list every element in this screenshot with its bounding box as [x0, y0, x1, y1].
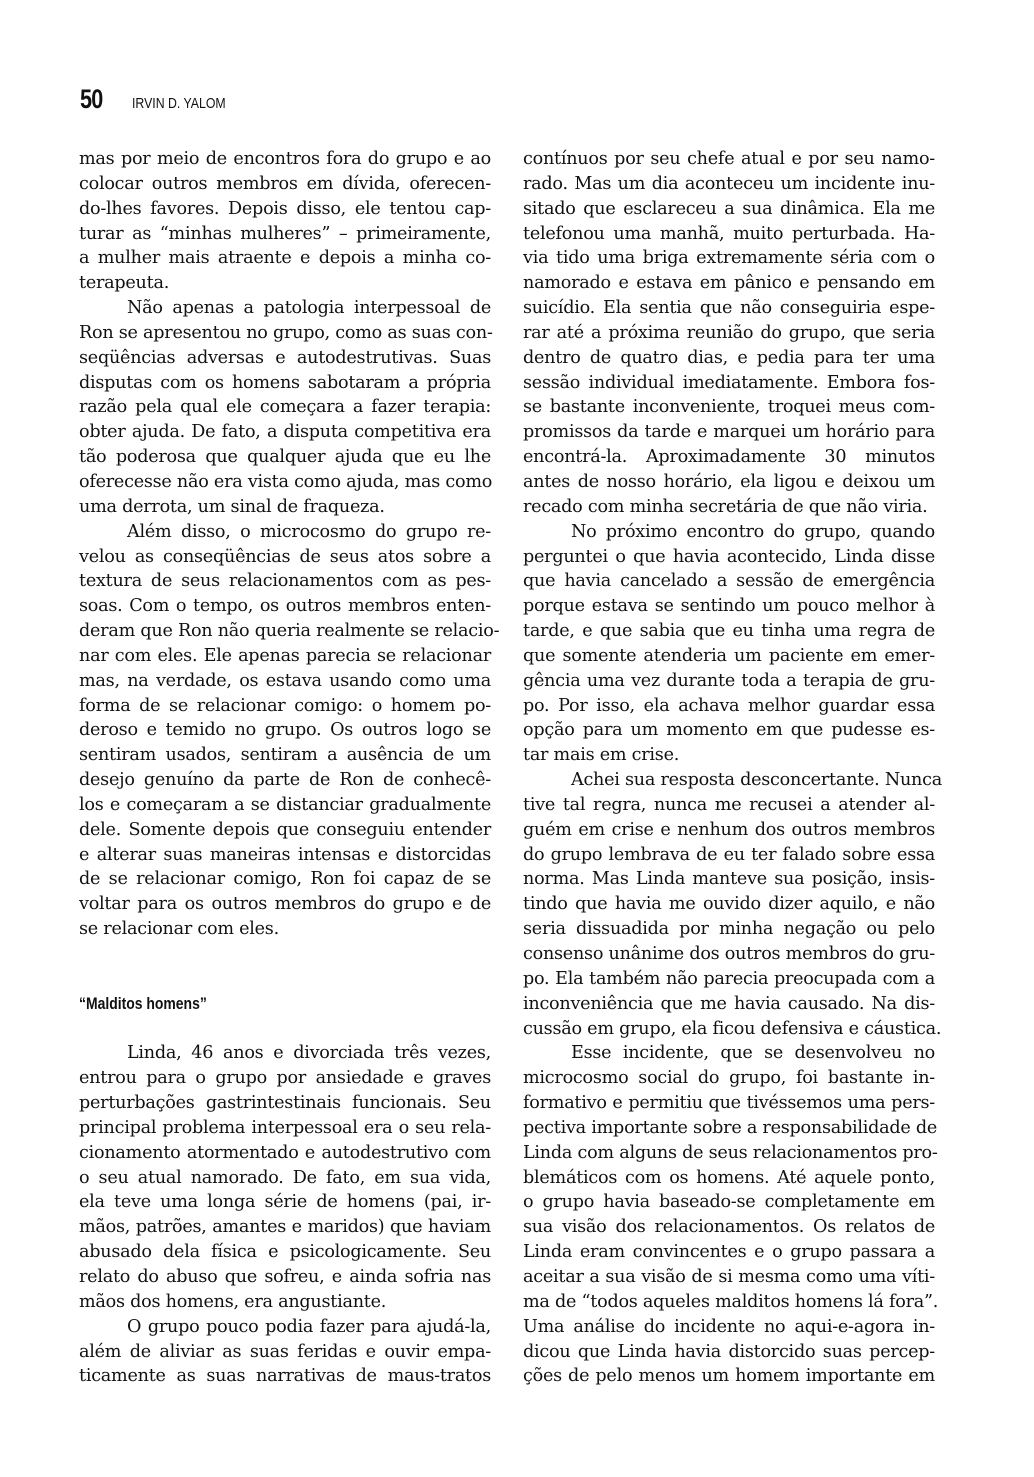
text-line: microcosmo social do grupo, foi bastante in-: [523, 1068, 935, 1089]
text-line: guém em crise e nenhum dos outros membros: [523, 819, 935, 840]
text-line: No próximo encontro do grupo, quando: [571, 521, 935, 542]
text-line: do grupo lembrava de eu ter falado sobre essa: [523, 844, 935, 865]
text-line: turar as “minhas mulheres” – primeiramente,: [79, 223, 491, 244]
text-line: perturbações gastrintestinais funcionais. Seu: [79, 1093, 491, 1114]
text-line: mãos, patrões, amantes e maridos) que haviam: [79, 1217, 491, 1238]
text-line: rado. Mas um dia aconteceu um incidente inu-: [523, 173, 935, 194]
text-line: rar até a próxima reunião do grupo, que seria: [523, 322, 935, 343]
text-line: Linda, 46 anos e divorciada três vezes,: [127, 1043, 491, 1064]
text-line: recado com minha secretária de que não viria.: [523, 496, 928, 517]
text-line: Uma análise do incidente no aqui-e-agora in-: [523, 1316, 935, 1337]
text-line: ma de “todos aqueles malditos homens lá fora”.: [523, 1291, 939, 1312]
running-head-author: IRVIN D. YALOM: [132, 95, 226, 112]
text-line: via tido uma briga extremamente séria com o: [523, 248, 935, 269]
text-line: cussão em grupo, ela ficou defensiva e cáustica.: [523, 1018, 942, 1039]
text-line: formativo e permitiu que tivéssemos uma pers-: [523, 1093, 935, 1114]
text-line: desejo genuíno da parte de Ron de conhecê-: [79, 770, 491, 791]
text-line: forma de se relacionar comigo: o homem po-: [79, 695, 491, 716]
left-column: [79, 147, 500, 1389]
text-line: contínuos por seu chefe atual e por seu namo-: [523, 149, 935, 169]
text-line: se bastante inconveniente, troquei meus com-: [523, 397, 935, 418]
text-line: principal problema interpessoal era o seu rela-: [79, 1117, 491, 1138]
text-line: suicídio. Ela sentia que não conseguiria espe-: [523, 298, 935, 319]
text-line: ela teve uma longa série de homens (pai, ir-: [79, 1192, 491, 1213]
text-line: do-lhes favores. Depois disso, ele tentou cap-: [79, 198, 491, 219]
text-line: velou as conseqüências de seus atos sobre a: [79, 546, 491, 567]
text-line: voltar para os outros membros do grupo e de: [79, 894, 491, 915]
text-line: porque estava se sentindo um pouco melhor à: [523, 596, 935, 617]
text-line: ções de pelo menos um homem importante em: [523, 1366, 935, 1387]
text-line: Ron se apresentou no grupo, como as suas con-: [79, 322, 493, 343]
text-line: los e começaram a se distanciar gradualmente: [79, 794, 491, 815]
page-number: 50: [80, 84, 103, 114]
text-line: po. Ela também não parecia preocupada com a: [523, 968, 935, 989]
text-line: seria dissuadida por minha negação ou pelo: [523, 919, 935, 940]
text-line: nar com eles. Ele apenas parecia se relacionar: [79, 645, 491, 666]
text-line: O grupo pouco podia fazer para ajudá-la,: [127, 1316, 491, 1337]
paragraph: [79, 147, 491, 296]
text-line: de se relacionar comigo, Ron foi capaz de se: [79, 869, 491, 890]
text-line: Linda com alguns de seus relacionamentos pro-: [523, 1142, 938, 1163]
text-line: blemáticos com os homens. Até aquele ponto,: [523, 1167, 935, 1188]
right-column: [523, 147, 942, 1389]
text-line: tindo que havia me ouvido dizer aquilo, e não: [523, 894, 935, 915]
text-line: sitado que esclareceu a sua dinâmica. Ela me: [523, 198, 935, 219]
text-line: consenso unânime dos outros membros do gru-: [523, 944, 935, 964]
text-line: oferecesse não era vista como ajuda, mas como: [79, 471, 493, 492]
paragraph: [523, 768, 942, 1041]
text-line: que havia cancelado a sessão de emergência: [523, 571, 935, 592]
text-line: telefonou uma manhã, muito perturbada. Ha-: [523, 223, 935, 244]
text-line: seqüências adversas e autodestrutivas. Suas: [79, 347, 491, 368]
text-line: Achei sua resposta desconcertante. Nunca: [571, 770, 942, 791]
text-line: textura de seus relacionamentos com as pes-: [79, 571, 491, 592]
text-line: pectiva importante sobre a responsabilidade de: [523, 1117, 938, 1138]
text-line: inconveniência que me havia causado. Na dis-: [523, 993, 935, 1014]
text-line: Linda eram convincentes e o grupo passara a: [523, 1242, 935, 1263]
text-line: namorado e estava em pânico e pensando em: [523, 273, 935, 294]
paragraph: [79, 1315, 491, 1390]
text-line: que somente atenderia um paciente em emer-: [523, 645, 935, 666]
text-line: dentro de quatro dias, e pedia para ter uma: [523, 347, 935, 368]
text-line: perguntei o que havia acontecido, Linda disse: [523, 546, 935, 567]
text-line: soas. Com o tempo, os outros membros enten-: [79, 596, 491, 617]
text-line: se relacionar com eles.: [79, 919, 279, 940]
text-line: obter ajuda. De fato, a disputa competitiva era: [79, 422, 491, 443]
text-line: uma derrota, um sinal de fraqueza.: [79, 496, 385, 517]
text-line: deram que Ron não queria realmente se relacio-: [79, 621, 500, 642]
paragraph: [523, 520, 935, 768]
text-line: promissos da tarde e marquei um horário para: [523, 422, 935, 443]
text-line: ticamente as suas narrativas de maus-tratos: [79, 1366, 491, 1387]
text-line: mãos dos homens, era angustiante.: [79, 1291, 387, 1312]
text-line: além de aliviar as suas feridas e ouvir empa-: [79, 1341, 491, 1362]
text-line: relato do abuso que sofreu, e ainda sofria nas: [79, 1266, 491, 1287]
text-line: dele. Somente depois que conseguiu entender: [79, 819, 491, 840]
text-line: sentiram usados, sentiram a ausência de um: [79, 745, 491, 766]
running-head: [80, 84, 246, 114]
text-line: aceitar a sua visão de si mesma como uma víti-: [523, 1266, 935, 1287]
text-line: abusado dela física e psicologicamente. Seu: [79, 1242, 491, 1263]
text-line: disputas com os homens sabotaram a própria: [79, 372, 491, 393]
text-line: tão poderosa que qualquer ajuda que eu lhe: [79, 447, 491, 468]
text-line: mas por meio de encontros fora do grupo e ao: [79, 149, 491, 169]
text-line: norma. Mas Linda manteve sua posição, insis-: [523, 869, 935, 890]
text-line: terapeuta.: [79, 273, 170, 294]
text-line: deroso e temido no grupo. Os outros logo se: [79, 720, 491, 741]
text-line: entrou para o grupo por ansiedade e graves: [79, 1068, 491, 1089]
text-line: cionamento atormentado e autodestrutivo com: [79, 1142, 491, 1163]
text-line: e alterar suas maneiras intensas e distorcidas: [79, 844, 491, 865]
text-line: tarde, e que sabia que eu tinha uma regra de: [523, 621, 935, 642]
text-line: Não apenas a patologia interpessoal de: [127, 298, 491, 319]
paragraph: [79, 1041, 491, 1314]
text-line: o grupo havia baseado-se completamente em: [523, 1192, 935, 1213]
text-line: Esse incidente, que se desenvolveu no: [571, 1043, 935, 1064]
paragraph: [79, 296, 491, 520]
paragraph: [523, 1041, 939, 1389]
text-line: antes de nosso horário, ela ligou e deixou um: [523, 471, 935, 492]
text-line: encontrá-la. Aproximadamente 30 minutos: [523, 447, 935, 468]
section-heading: “Malditos homens”: [79, 993, 207, 1013]
text-line: sua visão dos relacionamentos. Os relatos de: [523, 1217, 935, 1238]
text-line: Além disso, o microcosmo do grupo re-: [127, 521, 491, 542]
text-line: mas, na verdade, os estava usando como uma: [79, 670, 491, 691]
text-line: o seu atual namorado. De fato, em sua vida,: [79, 1167, 491, 1188]
paragraph: [79, 520, 500, 942]
text-line: colocar outros membros em dívida, oferecen-: [79, 173, 491, 194]
text-line: tar mais em crise.: [523, 745, 680, 766]
text-line: po. Por isso, ela achava melhor guardar essa: [523, 695, 935, 716]
text-line: dicou que Linda havia distorcido suas percep-: [523, 1341, 935, 1362]
text-line: tive tal regra, nunca me recusei a atender al-: [523, 794, 935, 815]
text-line: gência uma vez durante toda a terapia de gru-: [523, 670, 935, 691]
text-line: razão pela qual ele começara a fazer terapia:: [79, 397, 491, 418]
text-line: sessão individual imediatamente. Embora fos-: [523, 372, 935, 393]
paragraph: [523, 147, 935, 520]
text-line: a mulher mais atraente e depois a minha co-: [79, 248, 491, 269]
text-line: opção para um momento em que pudesse es-: [523, 720, 935, 741]
